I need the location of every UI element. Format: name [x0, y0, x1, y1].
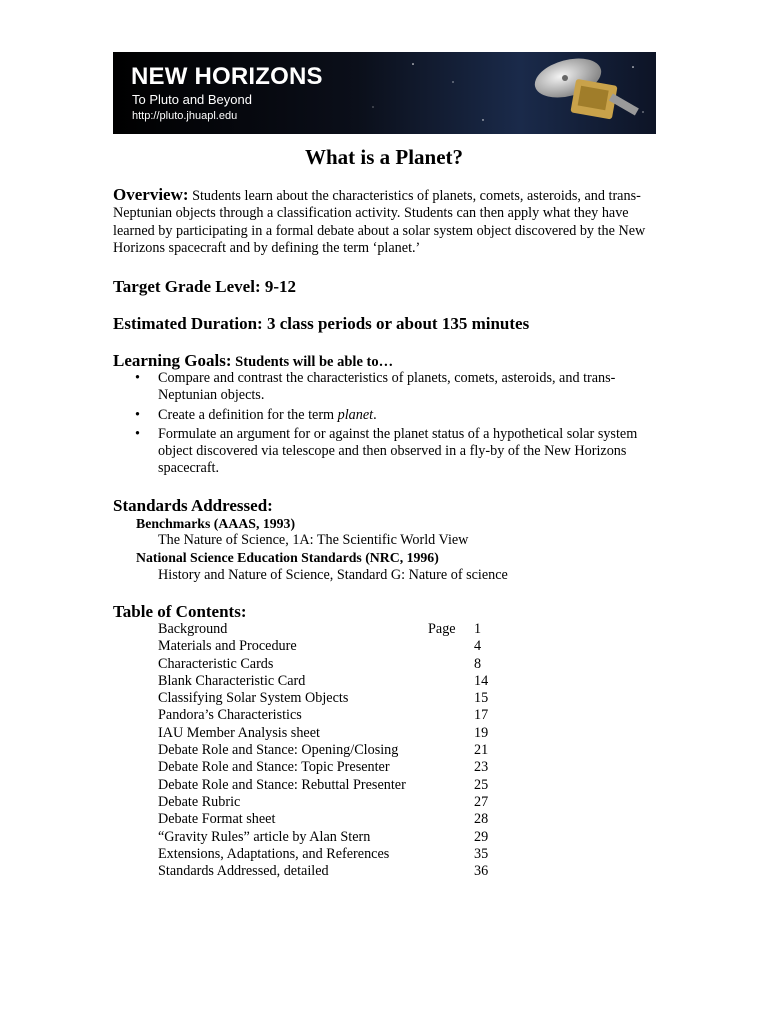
toc-title: Classifying Solar System Objects	[158, 690, 349, 707]
toc-title: Standards Addressed, detailed	[158, 863, 329, 880]
toc-row	[158, 707, 498, 724]
learning-goals-label: Learning Goals:	[113, 351, 232, 370]
toc-row	[158, 690, 498, 707]
overview-label: Overview:	[113, 185, 189, 204]
overview-text: Students learn about the characteristics of planets, comets, asteroids, and trans-Neptunian objects through a classification activity. Students can then apply what they have learned by participating in a formal debate about a solar system object discovered by the New Horizons spacecraft and by defining the term ‘planet.’	[113, 188, 646, 256]
banner-url-link[interactable]: http://pluto.jhuapl.edu	[132, 110, 238, 122]
toc-title: Background	[158, 621, 228, 637]
toc-row	[158, 863, 498, 880]
learning-goals-list	[113, 370, 653, 480]
toc-page-label: Page	[428, 621, 456, 637]
list-item: • Create a definition for the term planet.	[135, 406, 377, 423]
toc-row	[158, 846, 498, 863]
toc-title: Debate Rubric	[158, 793, 241, 810]
learning-goals-heading	[113, 351, 393, 371]
standards-org-aaas: Benchmarks (AAAS, 1993)	[136, 516, 296, 531]
toc-title: “Gravity Rules” article by Alan Stern	[158, 828, 371, 845]
toc-row	[158, 725, 498, 742]
toc-page-number: 29	[474, 828, 489, 845]
toc-heading: Table of Contents:	[113, 602, 247, 621]
duration-heading: Estimated Duration: 3 class periods or about 135 minutes	[113, 314, 530, 333]
toc-page-number: 4	[474, 638, 482, 655]
toc-page-number: 28	[474, 811, 489, 828]
toc-page-number: 27	[474, 793, 489, 810]
standards-org-nrc: National Science Education Standards (NRC, 1996)	[136, 550, 439, 565]
list-item: • Formulate an argument for or against the planet status of a hypothetical solar system object discovered via telescope and then observed in a fly-by of the New Horizons spacecraft.	[135, 425, 638, 477]
bullet-icon: •	[135, 370, 140, 386]
toc-page-number: 17	[474, 707, 489, 724]
toc-title: Characteristic Cards	[158, 655, 274, 672]
toc-title: Debate Role and Stance: Topic Presenter	[158, 759, 390, 776]
standards-item-aaas: The Nature of Science, 1A: The Scientific World View	[158, 532, 469, 548]
learning-goals-sub: Students will be able to…	[231, 354, 394, 370]
standards-item-nrc: History and Nature of Science, Standard G: Nature of science	[158, 567, 508, 583]
toc-title: Debate Format sheet	[158, 811, 276, 828]
toc-title: Extensions, Adaptations, and References	[158, 845, 390, 862]
spacecraft-image	[513, 52, 656, 134]
toc-page-number: 21	[474, 742, 489, 759]
header-banner	[113, 52, 656, 134]
table-of-contents	[158, 621, 498, 880]
bullet-icon: •	[135, 425, 140, 442]
toc-row	[158, 638, 498, 655]
toc-row	[158, 794, 498, 811]
toc-page-number: 15	[474, 690, 489, 707]
toc-page-number: 1	[474, 621, 482, 637]
toc-page-number: 25	[474, 776, 489, 793]
bullet-icon: •	[135, 406, 140, 423]
toc-title: Debate Role and Stance: Rebuttal Presenter	[158, 776, 406, 793]
toc-row	[158, 742, 498, 759]
list-item: • Compare and contrast the characteristics of planets, comets, asteroids, and trans-Neptunian objects.	[135, 370, 616, 404]
toc-page-number: 8	[474, 655, 482, 672]
standards-heading: Standards Addressed:	[113, 496, 273, 515]
toc-page-number: 14	[474, 672, 489, 689]
banner-title: NEW HORIZONS	[131, 63, 323, 90]
toc-page-number: 36	[474, 863, 489, 880]
toc-title: Materials and Procedure	[158, 638, 297, 655]
toc-row	[158, 621, 498, 638]
overview-paragraph	[113, 186, 653, 257]
banner-subtitle: To Pluto and Beyond	[132, 92, 252, 107]
toc-page-number: 23	[474, 759, 489, 776]
page-title: What is a Planet?	[304, 145, 464, 169]
toc-page-number: 35	[474, 845, 489, 862]
toc-title: Pandora’s Characteristics	[158, 707, 302, 724]
toc-row	[158, 759, 498, 776]
toc-row	[158, 673, 498, 690]
target-grade-heading: Target Grade Level: 9-12	[113, 277, 297, 296]
toc-row	[158, 777, 498, 794]
toc-title: Blank Characteristic Card	[158, 672, 306, 689]
toc-row	[158, 829, 498, 846]
toc-row	[158, 656, 498, 673]
toc-title: IAU Member Analysis sheet	[158, 724, 320, 741]
toc-title: Debate Role and Stance: Opening/Closing	[158, 742, 399, 759]
toc-page-number: 19	[474, 724, 489, 741]
toc-row	[158, 811, 498, 828]
